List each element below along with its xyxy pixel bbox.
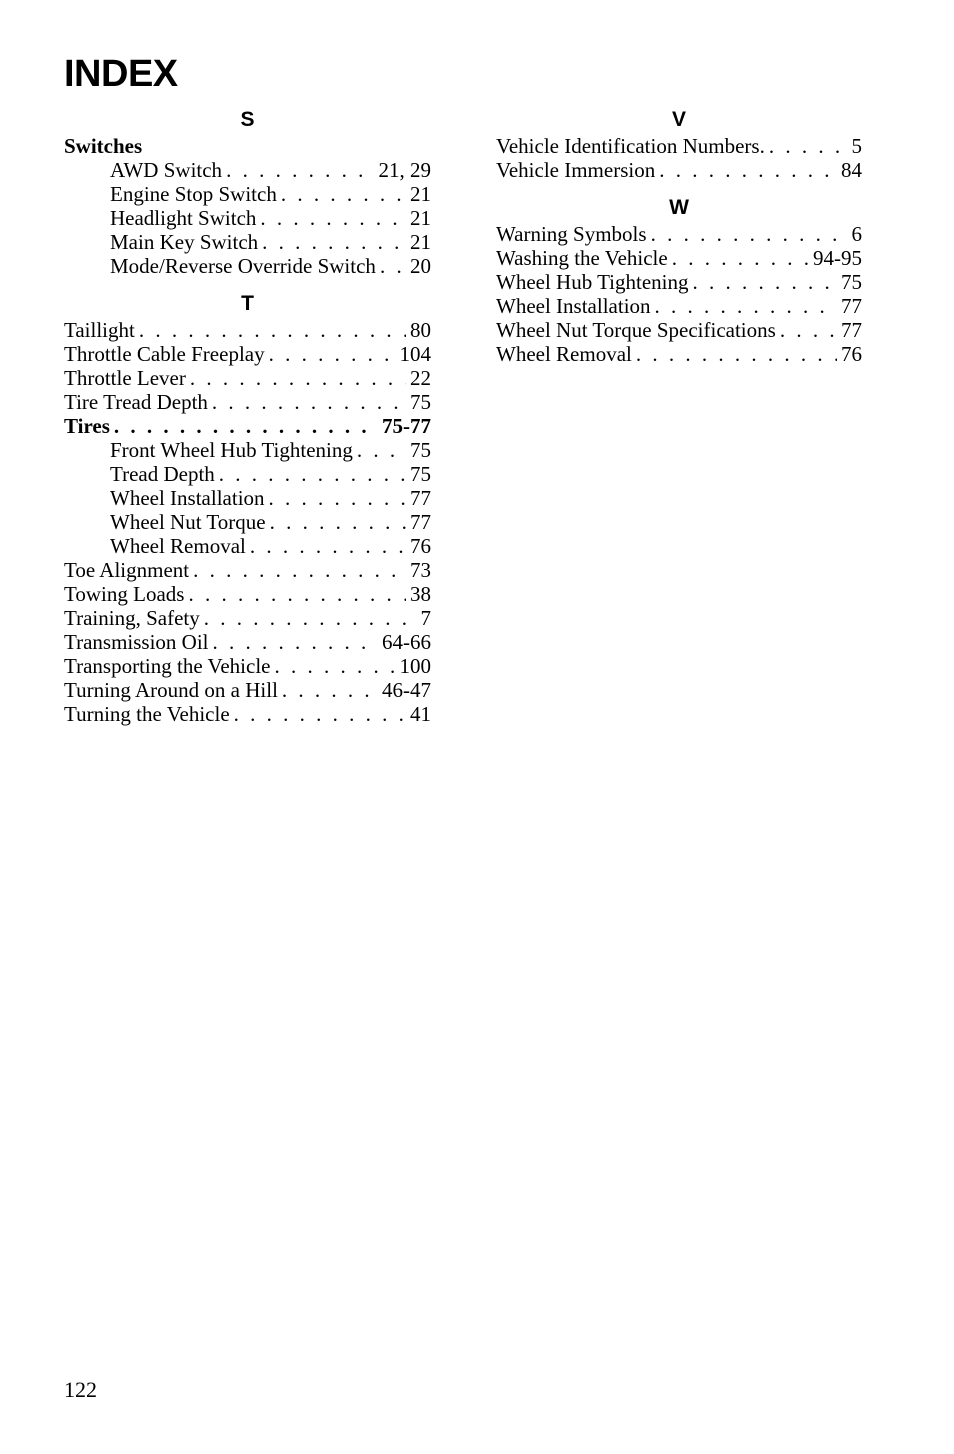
index-entry-heading: Tires . . . 75-77	[64, 414, 431, 438]
index-subentry: Wheel Removal . . . 76	[64, 534, 431, 558]
index-section-t	[64, 290, 431, 726]
index-entry: Vehicle Identification Numbers. . . . 5	[496, 134, 862, 158]
index-entry: Transporting the Vehicle . . . 100	[64, 654, 431, 678]
index-entry: Toe Alignment . . . 73	[64, 558, 431, 582]
index-column-right	[496, 106, 862, 378]
index-section-v	[496, 106, 862, 182]
index-subentry: Engine Stop Switch . . . 21	[64, 182, 431, 206]
section-letter: S	[240, 108, 255, 131]
section-letter: V	[671, 108, 686, 131]
section-letter: W	[669, 196, 689, 219]
index-subentry: Wheel Nut Torque . . . 77	[64, 510, 431, 534]
index-entry: Wheel Installation . . . 77	[496, 294, 862, 318]
index-subentry: Front Wheel Hub Tightening . . . 75	[64, 438, 431, 462]
page-title: INDEX	[64, 53, 178, 95]
index-entry: Tire Tread Depth . . . 75	[64, 390, 431, 414]
index-entry: Turning the Vehicle . . . 41	[64, 702, 431, 726]
index-entry: Wheel Nut Torque Specifications . . . 77	[496, 318, 862, 342]
index-section-w	[496, 194, 862, 366]
page-number: 122	[64, 1377, 97, 1402]
index-subentry: Tread Depth . . . 75	[64, 462, 431, 486]
index-entry: Wheel Hub Tightening . . . 75	[496, 270, 862, 294]
index-entry: Training, Safety . . . 7	[64, 606, 431, 630]
index-entry-heading: Switches	[64, 134, 143, 158]
index-subentry: Wheel Installation . . . 77	[64, 486, 431, 510]
section-letter: T	[241, 292, 254, 315]
index-subentry: Headlight Switch . . . 21	[64, 206, 431, 230]
index-entry: Wheel Removal . . . 76	[496, 342, 862, 366]
index-subentry: Mode/Reverse Override Switch . . . 20	[64, 254, 431, 278]
index-entry: Vehicle Immersion . . . 84	[496, 158, 862, 182]
index-subentry: Main Key Switch . . . 21	[64, 230, 431, 254]
index-entry: Towing Loads . . . 38	[64, 582, 431, 606]
index-entry: Transmission Oil . . . 64-66	[64, 630, 431, 654]
index-entry: Throttle Lever . . . 22	[64, 366, 431, 390]
index-entry: Washing the Vehicle . . . 94-95	[496, 246, 862, 270]
index-entry: Turning Around on a Hill . . . 46-47	[64, 678, 431, 702]
index-entry: Throttle Cable Freeplay . . . 104	[64, 342, 431, 366]
index-entry: Taillight . . . 80	[64, 318, 431, 342]
index-subentry: AWD Switch . . . 21, 29	[64, 158, 431, 182]
index-entry: Warning Symbols . . . 6	[496, 222, 862, 246]
index-column-left	[64, 106, 431, 738]
index-section-s	[64, 106, 431, 278]
